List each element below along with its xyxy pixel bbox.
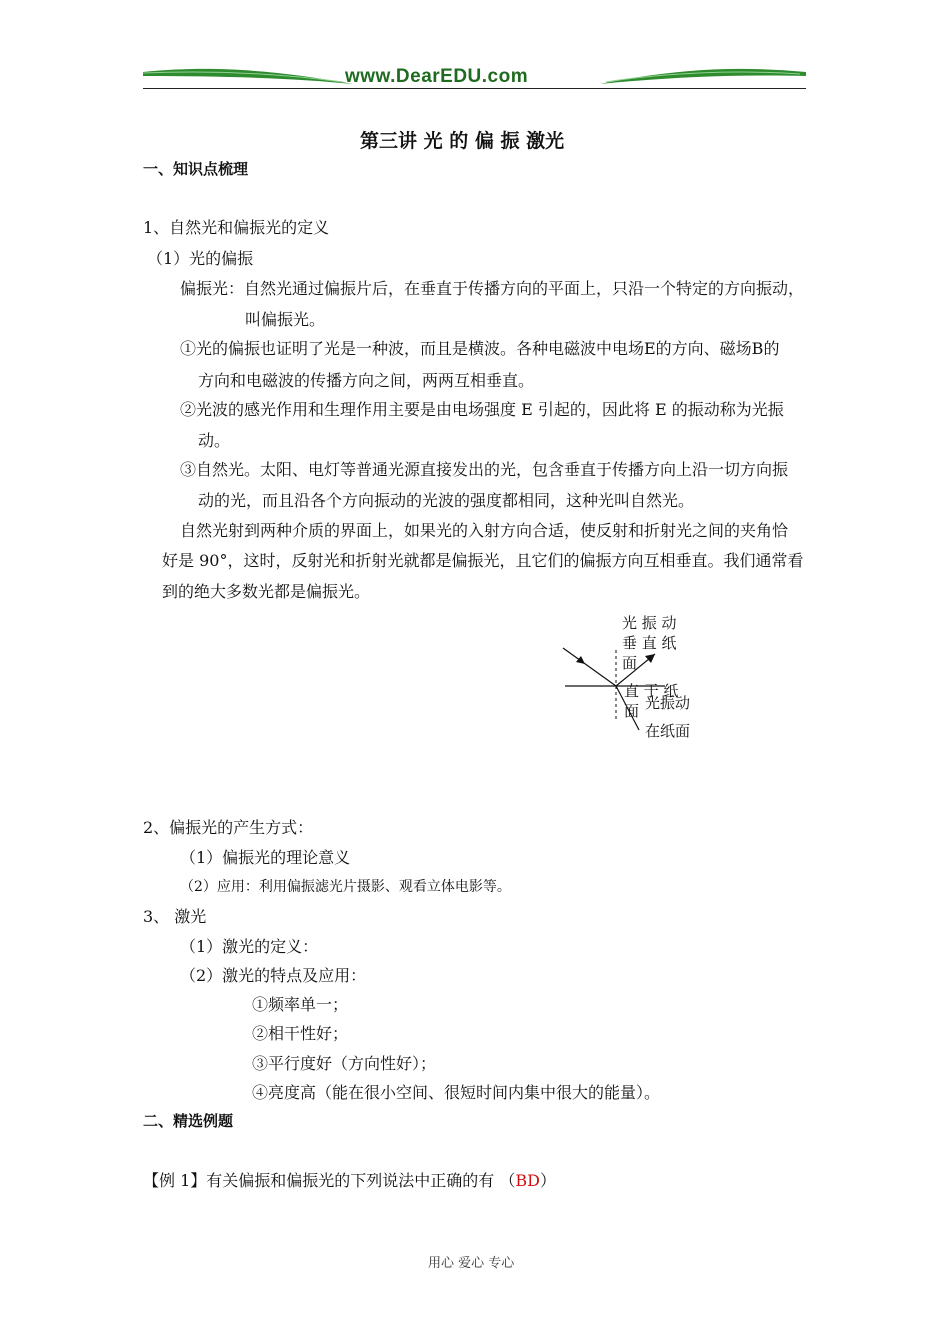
feature-2: ②相干性好；: [252, 1024, 349, 1043]
section-heading-1: 一、知识点梳理: [143, 160, 249, 178]
section-heading-2: 二、精选例题: [143, 1112, 234, 1130]
header-swoosh-left: [143, 66, 353, 88]
definition-line-2: 叫偏振光。: [245, 310, 326, 329]
diagram-label-bottom: 在纸面: [645, 722, 691, 740]
page-footer: 用心 爱心 专心: [428, 1256, 515, 1271]
example-1: [143, 1168, 556, 1191]
header-swoosh-right: [600, 66, 806, 88]
incident-arrowhead: [576, 656, 585, 664]
point-1-line-1: ①光的偏振也证明了光是一种波，而且是横波。各种电磁波中电场E的方向、磁场B的: [180, 339, 780, 358]
feature-1: ①频率单一；: [252, 995, 349, 1014]
point-3-line-1: ③自然光。太阳、电灯等普通光源直接发出的光，包含垂直于传播方向上沿一切方向振: [180, 460, 789, 479]
item-1-sub-1: （1）光的偏振: [147, 249, 254, 268]
feature-4: ④亮度高（能在很小空间、很短时间内集中很大的能量）。: [252, 1083, 661, 1102]
point-2-line-1: ②光波的感光作用和生理作用主要是由电场强度 E 引起的，因此将 E 的振动称为光振: [180, 400, 784, 419]
item-1-heading: 1、自然光和偏振光的定义: [143, 218, 330, 237]
item-3-sub-1: （1）激光的定义：: [180, 937, 319, 956]
item-2-sub-1: （1）偏振光的理论意义: [180, 848, 351, 867]
example-1-answer: BD: [515, 1171, 540, 1190]
site-logo-text: www.DearEDU.com: [345, 66, 529, 87]
diagram-label-top-3: 面: [622, 654, 638, 672]
definition-line-1: 偏振光：自然光通过偏振片后，在垂直于传播方向的平面上，只沿一个特定的方向振动，: [180, 279, 805, 298]
item-3-sub-2: （2）激光的特点及应用：: [180, 966, 367, 985]
paragraph-line-1: 自然光射到两种介质的界面上，如果光的入射方向合适，使反射和折射光之间的夹角恰: [180, 521, 789, 540]
example-1-question: 【例 1】有关偏振和偏振光的下列说法中正确的有 （: [143, 1171, 516, 1190]
item-3-heading: 3、 激光: [143, 907, 207, 926]
example-1-suffix: ）: [539, 1171, 556, 1190]
page-title: 第三讲 光 的 偏 振 激光: [360, 130, 565, 152]
incident-ray: [563, 648, 616, 686]
header-rule: [143, 88, 806, 89]
diagram-label-mid-2: 面: [624, 702, 640, 720]
point-3-line-2: 动的光，而且沿各个方向振动的光波的强度都相同，这种光叫自然光。: [198, 491, 695, 510]
feature-3: ③平行度好（方向性好）；: [252, 1054, 437, 1073]
point-1-line-2: 方向和电磁波的传播方向之间，两两互相垂直。: [198, 371, 535, 390]
item-2-heading: 2、偏振光的产生方式：: [143, 818, 314, 837]
diagram-label-top-2: 垂 直 纸: [622, 634, 677, 652]
diagram-label-top-1: 光 振 动: [622, 614, 677, 632]
diagram-label-mid-1: 直 于 纸: [624, 682, 679, 700]
point-2-line-2: 动。: [198, 431, 231, 450]
paragraph-line-3: 到的绝大多数光都是偏振光。: [162, 582, 371, 601]
diagram-label-mid-3: 光振动: [645, 694, 691, 712]
paragraph-line-2: 好是 90°，这时，反射光和折射光就都是偏振光，且它们的偏振方向互相垂直。我们通常看: [162, 551, 804, 570]
item-2-sub-2: （2）应用：利用偏振滤光片摄影、观看立体电影等。: [180, 879, 511, 895]
